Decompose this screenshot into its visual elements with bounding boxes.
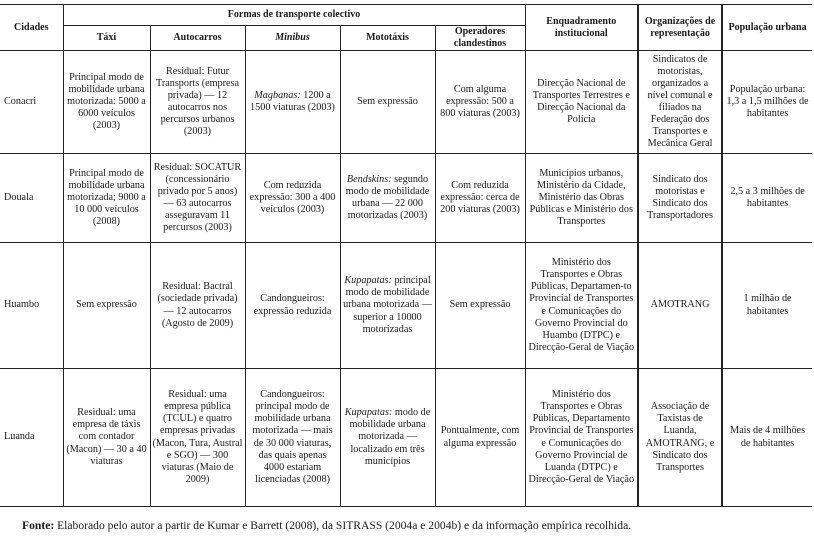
header-formas-transporte: Formas de transporte colectivo xyxy=(63,5,525,26)
cell-taxi: Residual: uma empresa de táxis com contador (Macon) — 30 a 40 viaturas xyxy=(63,369,150,507)
cell-cidade: Huambo xyxy=(0,243,63,369)
mototaxis-lead: Bendskins: xyxy=(346,173,392,185)
cell-autocarros: Residual: Bactral (sociedade privada) — 12 autocarros (Agosto de 2009) xyxy=(150,243,245,369)
cell-populacao: Mais de 4 milhões de habitantes xyxy=(722,369,812,507)
mototaxis-text: segundo modo de mobilidade urbana — 22 000 motorizadas (2003) xyxy=(345,173,430,222)
cell-mototaxis xyxy=(340,154,435,243)
cell-taxi: Principal modo de mobilidade urbana motorizada: 5000 a 6000 veículos (2003) xyxy=(63,51,150,154)
cell-minibus xyxy=(245,154,340,243)
minibus-text: 1200 a 1500 viaturas (2003) xyxy=(250,89,335,113)
minibus-text: Candongueiros: expressão reduzida xyxy=(253,293,332,317)
cell-mototaxis xyxy=(340,243,435,369)
header-taxi: Táxi xyxy=(63,26,150,51)
cell-organizacoes: Associação de Taxistas de Luanda, AMOTRANG, e Sindicato dos Transportes xyxy=(638,369,722,507)
cell-operadores: Sem expressão xyxy=(435,243,525,369)
table-row-douala xyxy=(0,154,812,243)
cell-autocarros: Residual: uma empresa pública (TCUL) e quatro empresas privadas (Macon, Tura, Austral e SGO) — 300 viaturas (Maio de 2009) xyxy=(150,369,245,507)
cell-mototaxis xyxy=(340,369,435,507)
source-text: Elaborado pelo autor a partir de Kumar e Barrett (2008), da SITRASS (2004a e 2004b) e da informação empírica recolhida. xyxy=(54,519,632,532)
mototaxis-lead: Kupapatas: xyxy=(344,407,393,419)
header-row-top xyxy=(0,5,812,26)
cell-organizacoes: Sindicatos de motoristas, organizados a nível comunal e filiados na Federação dos Transportes e Mecânica Geral xyxy=(638,51,722,154)
cell-cidade: Conacri xyxy=(0,51,63,154)
mototaxis-text: principal modo de mobilidade urbana motorizada — superior a 10000 motorizadas xyxy=(343,275,432,335)
header-mototaxis: Mototáxis xyxy=(340,26,435,51)
cell-mototaxis xyxy=(340,51,435,154)
transport-comparison-table xyxy=(0,4,812,507)
cell-enquadramento: Municípios urbanos, Ministério da Cidade, Ministério das Obras Públicas e Ministério dos Transportes xyxy=(525,154,638,243)
header-populacao: População urbana xyxy=(722,5,812,51)
cell-minibus xyxy=(245,51,340,154)
cell-minibus xyxy=(245,243,340,369)
mototaxis-lead: Kupapatas: xyxy=(344,275,392,287)
cell-enquadramento: Ministério dos Transportes e Obras Públicas, Departamento Provincial de Transportes e Comunicações do Governo Provincial de Luanda (DTPC) e Direcção-Geral de Viação xyxy=(525,369,638,507)
mototaxis-text: Sem expressão xyxy=(357,95,418,107)
cell-cidade: Luanda xyxy=(0,369,63,507)
table-row-luanda xyxy=(0,369,812,507)
cell-populacao: 1 milhão de habitantes xyxy=(722,243,812,369)
minibus-lead: Magbanas: xyxy=(254,89,301,101)
source-label: Fonte: xyxy=(22,519,55,532)
cell-enquadramento: Ministério dos Transportes e Obras Públicas, Departamen-to Provincial de Transportes e Comunicações do Governo Provincial do Huambo (DTPC) e Direcção-Geral de Viação xyxy=(525,243,638,369)
table-row-huambo xyxy=(0,243,812,369)
table-row-conacri xyxy=(0,51,812,154)
header-enquadramento: Enquadramento institucional xyxy=(525,5,638,51)
cell-operadores: Com reduzida expressão: cerca de 200 viaturas (2003) xyxy=(435,154,525,243)
cell-cidade: Douala xyxy=(0,154,63,243)
cell-operadores: Pontualmente, com alguma expressão xyxy=(435,369,525,507)
cell-minibus xyxy=(245,369,340,507)
cell-populacao: 2,5 a 3 milhões de habitantes xyxy=(722,154,812,243)
header-autocarros: Autocarros xyxy=(150,26,245,51)
cell-organizacoes: AMOTRANG xyxy=(638,243,722,369)
minibus-text: Com reduzida expressão: 300 a 400 veículos (2003) xyxy=(249,179,336,216)
header-minibus: Minibus xyxy=(245,26,340,51)
cell-organizacoes: Sindicato dos motoristas e Sindicato dos Transportadores xyxy=(638,154,722,243)
cell-autocarros: Residual: Futur Transports (empresa privada) — 12 autocarros nos percursos urbanos (2003) xyxy=(150,51,245,154)
header-organizacoes: Organizações de representação xyxy=(638,5,722,51)
cell-taxi: Principal modo de mobilidade urbana motorizada; 9000 a 10 000 veículos (2008) xyxy=(63,154,150,243)
cell-autocarros: Residual: SOCATUR (concessionário privado por 5 anos) — 63 autocarros asseguravam 11 percursos (2003) xyxy=(150,154,245,243)
mototaxis-text: modo de mobilidade urbana motorizada — localizado em três municípios xyxy=(349,407,431,467)
source-footnote xyxy=(22,519,631,532)
cell-operadores: Com alguma expressão: 500 a 800 viaturas (2003) xyxy=(435,51,525,154)
cell-enquadramento: Direcção Nacional de Transportes Terrestres e Direcção Nacional da Polícia xyxy=(525,51,638,154)
cell-taxi: Sem expressão xyxy=(63,243,150,369)
minibus-text: Candongueiros: principal modo de mobilidade urbana motorizada — mais de 30 000 viaturas, das quais apenas 4000 estariam licenciadas (2008) xyxy=(252,389,333,485)
cell-populacao: População urbana: 1,3 a 1,5 milhões de habitantes xyxy=(722,51,812,154)
header-cidades: Cidades xyxy=(0,5,63,51)
header-operadores: Operadores clandestinos xyxy=(435,26,525,51)
